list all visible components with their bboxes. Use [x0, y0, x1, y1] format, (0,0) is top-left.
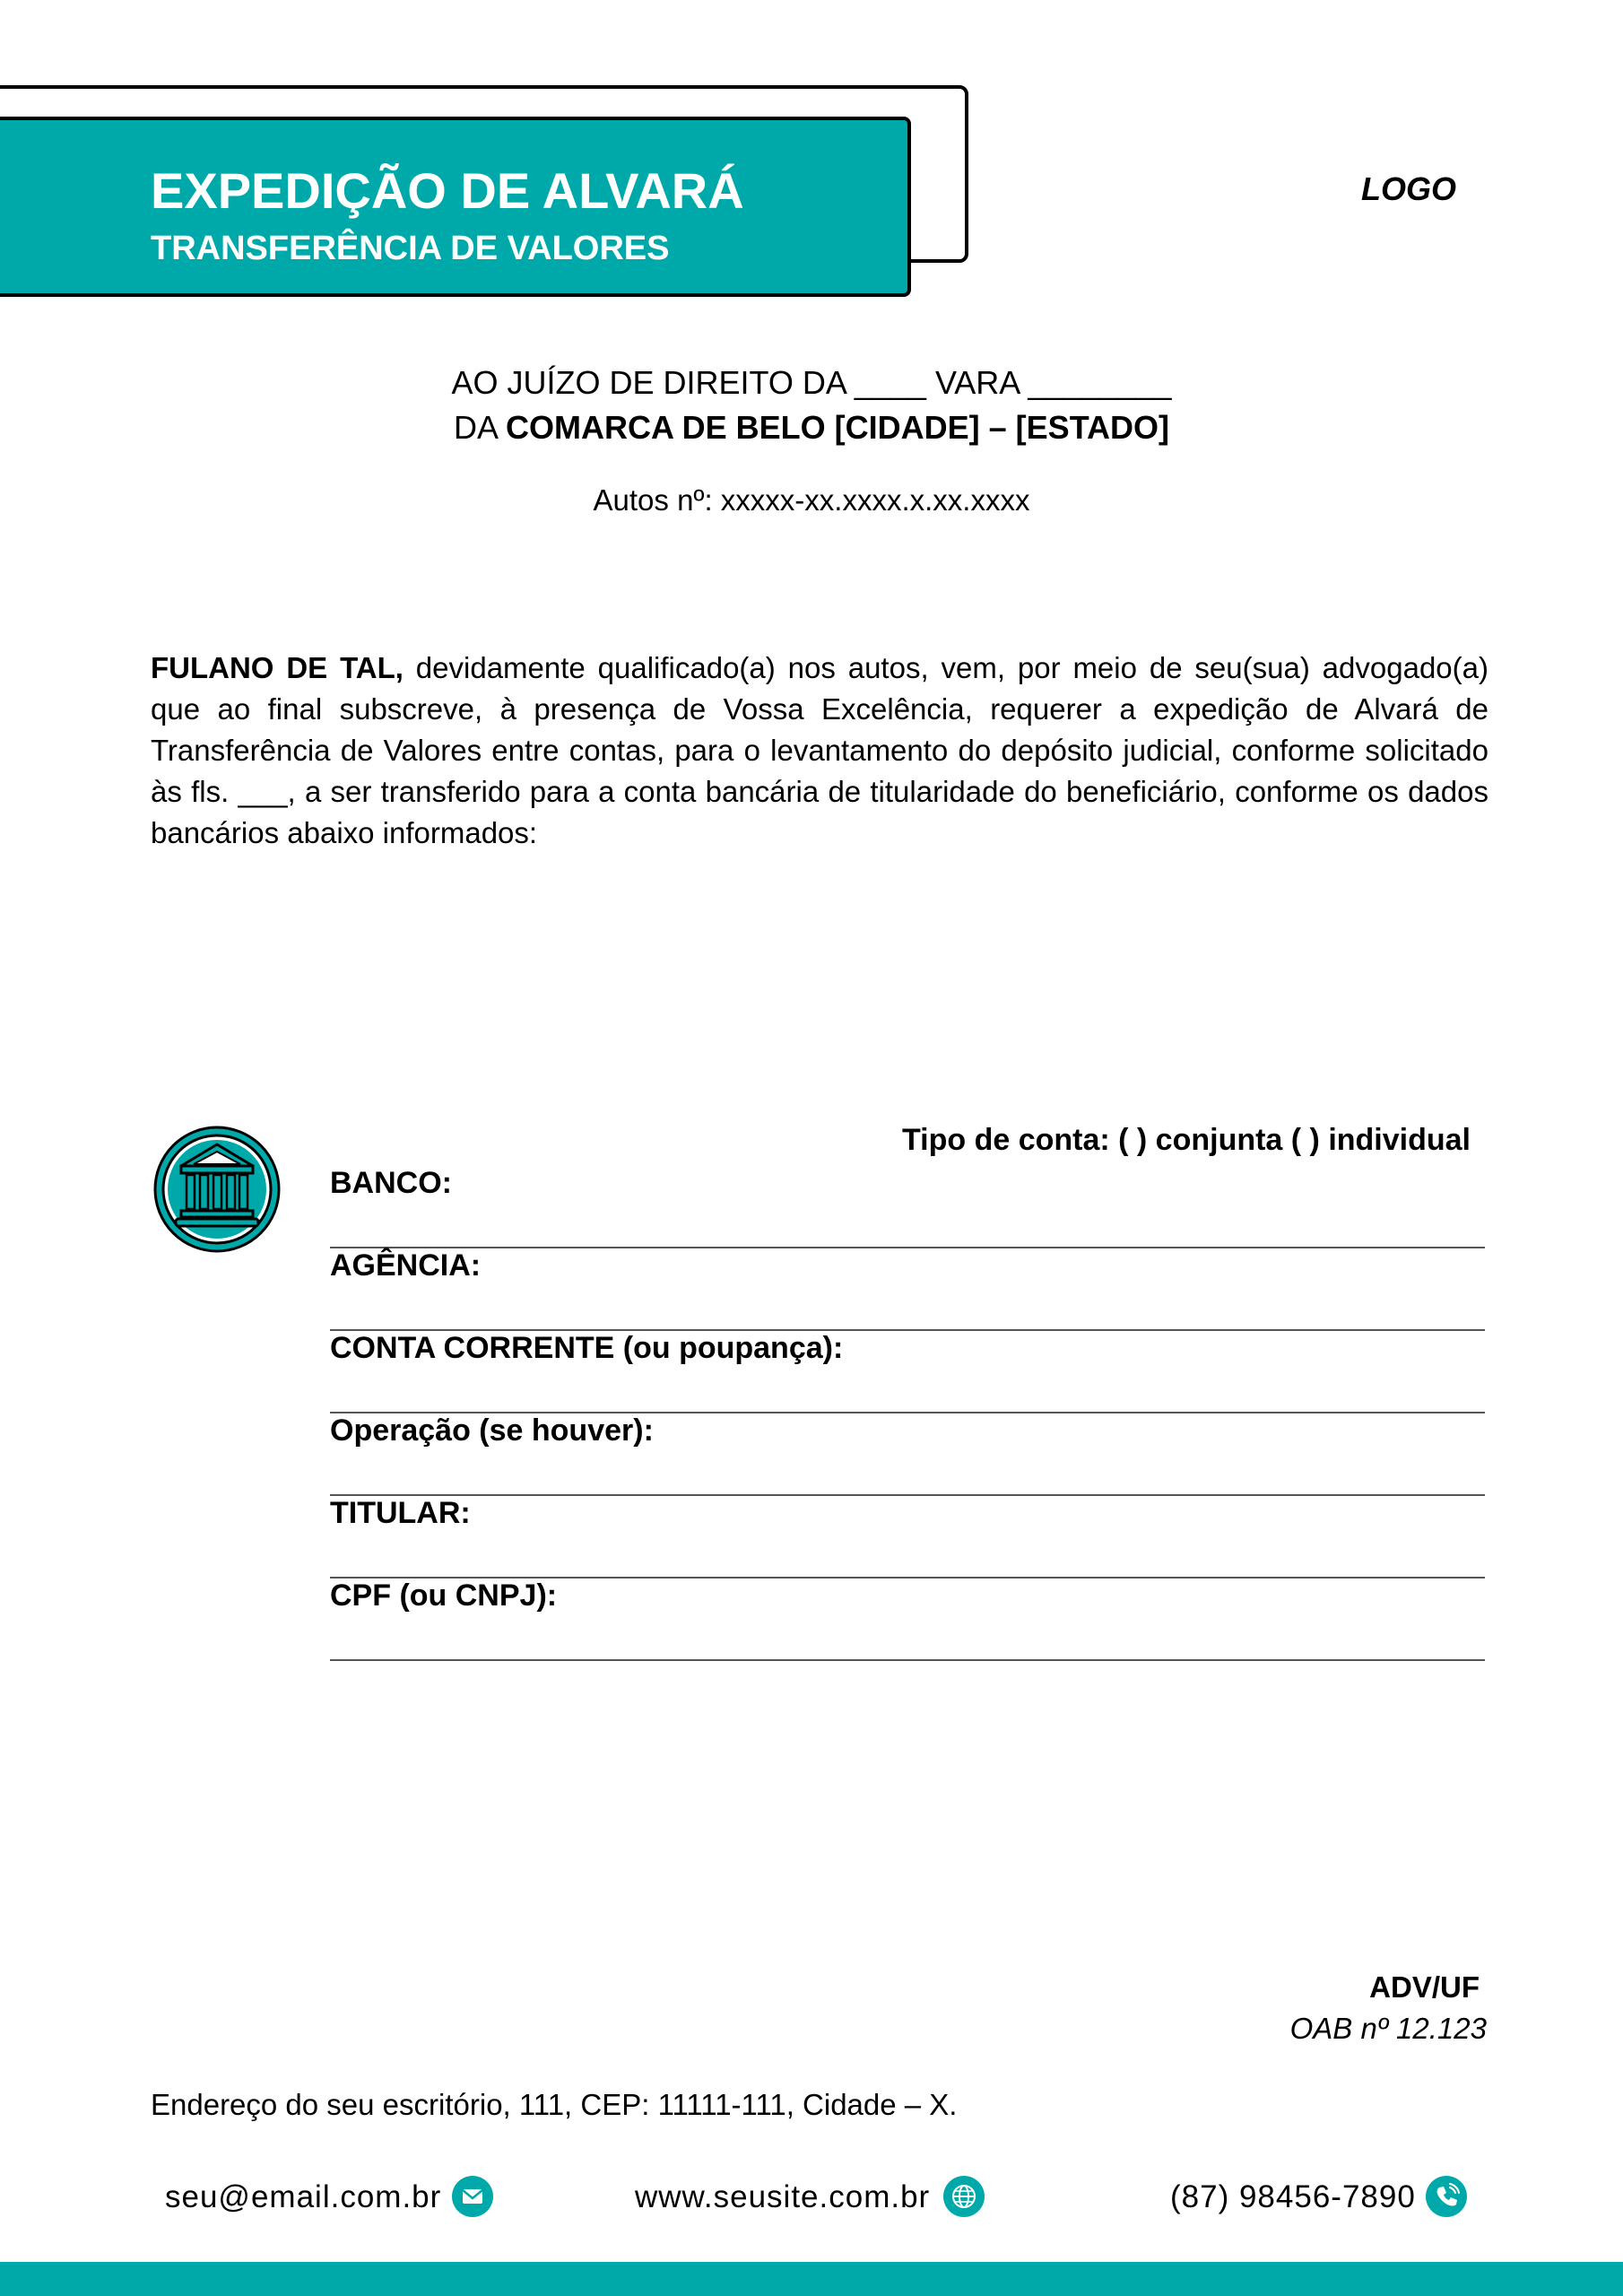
bank-building-icon: [152, 1125, 282, 1254]
account-type-selector: Tipo de conta: ( ) conjunta ( ) individual: [901, 1123, 1471, 1157]
account-field-label: CONTA CORRENTE (ou poupança):: [330, 1331, 844, 1365]
agency-field[interactable]: [330, 1248, 1485, 1331]
contact-email[interactable]: seu@email.com.br: [165, 2179, 442, 2214]
footer-accent-bar: [0, 2262, 1623, 2296]
cpf-field-label: CPF (ou CNPJ):: [330, 1578, 558, 1613]
account-field[interactable]: [330, 1331, 1485, 1413]
globe-icon: [943, 2176, 985, 2217]
phone-icon: [1426, 2176, 1467, 2217]
office-address: Endereço do seu escritório, 111, CEP: 11111-111, Cidade – X.: [151, 2088, 958, 2121]
holder-field[interactable]: [330, 1496, 1485, 1578]
lawyer-oab-number: OAB nº 12.123: [1289, 2012, 1487, 2045]
lawyer-signature-name: ADV/UF: [1369, 1970, 1480, 2004]
court-line-2-prefix: DA: [453, 409, 507, 446]
document-subtitle: TRANSFERÊNCIA DE VALORES: [151, 230, 670, 267]
bank-field[interactable]: [330, 1166, 1485, 1248]
operation-field[interactable]: [330, 1413, 1485, 1496]
logo-placeholder: LOGO: [1361, 170, 1456, 207]
case-number: Autos nº: xxxxx-xx.xxxx.x.xx.xxxx: [593, 483, 1030, 517]
court-address-line-1: AO JUÍZO DE DIREITO DA ____ VARA ________: [451, 364, 1172, 401]
party-name: FULANO DE TAL,: [151, 651, 404, 684]
email-icon: [452, 2176, 493, 2217]
cpf-field[interactable]: [330, 1578, 1485, 1661]
contact-phone[interactable]: (87) 98456-7890: [1170, 2179, 1416, 2214]
bank-field-label: BANCO:: [330, 1166, 452, 1200]
contact-website[interactable]: www.seusite.com.br: [635, 2179, 931, 2214]
request-text: devidamente qualificado(a) nos autos, vem, por meio de seu(sua) advogado(a) que ao final subscreve, à presença de Vossa Excelência, requerer a expedição de Alvará de Transferência de Valores entre contas, para o levantamento do depósito judicial, conforme solicitado às fls. ___, a ser transferido para a conta bancária de titularidade do beneficiário, conforme os dados bancários abaixo informados:: [151, 651, 1488, 849]
court-address-line-2: [0, 409, 1623, 447]
document-title: EXPEDIÇÃO DE ALVARÁ: [151, 162, 744, 219]
holder-field-label: TITULAR:: [330, 1496, 471, 1530]
request-paragraph: [151, 648, 1488, 854]
agency-field-label: AGÊNCIA:: [330, 1248, 482, 1283]
operation-field-label: Operação (se houver):: [330, 1413, 654, 1448]
comarca-name: COMARCA DE BELO [CIDADE] – [ESTADO]: [506, 409, 1170, 446]
